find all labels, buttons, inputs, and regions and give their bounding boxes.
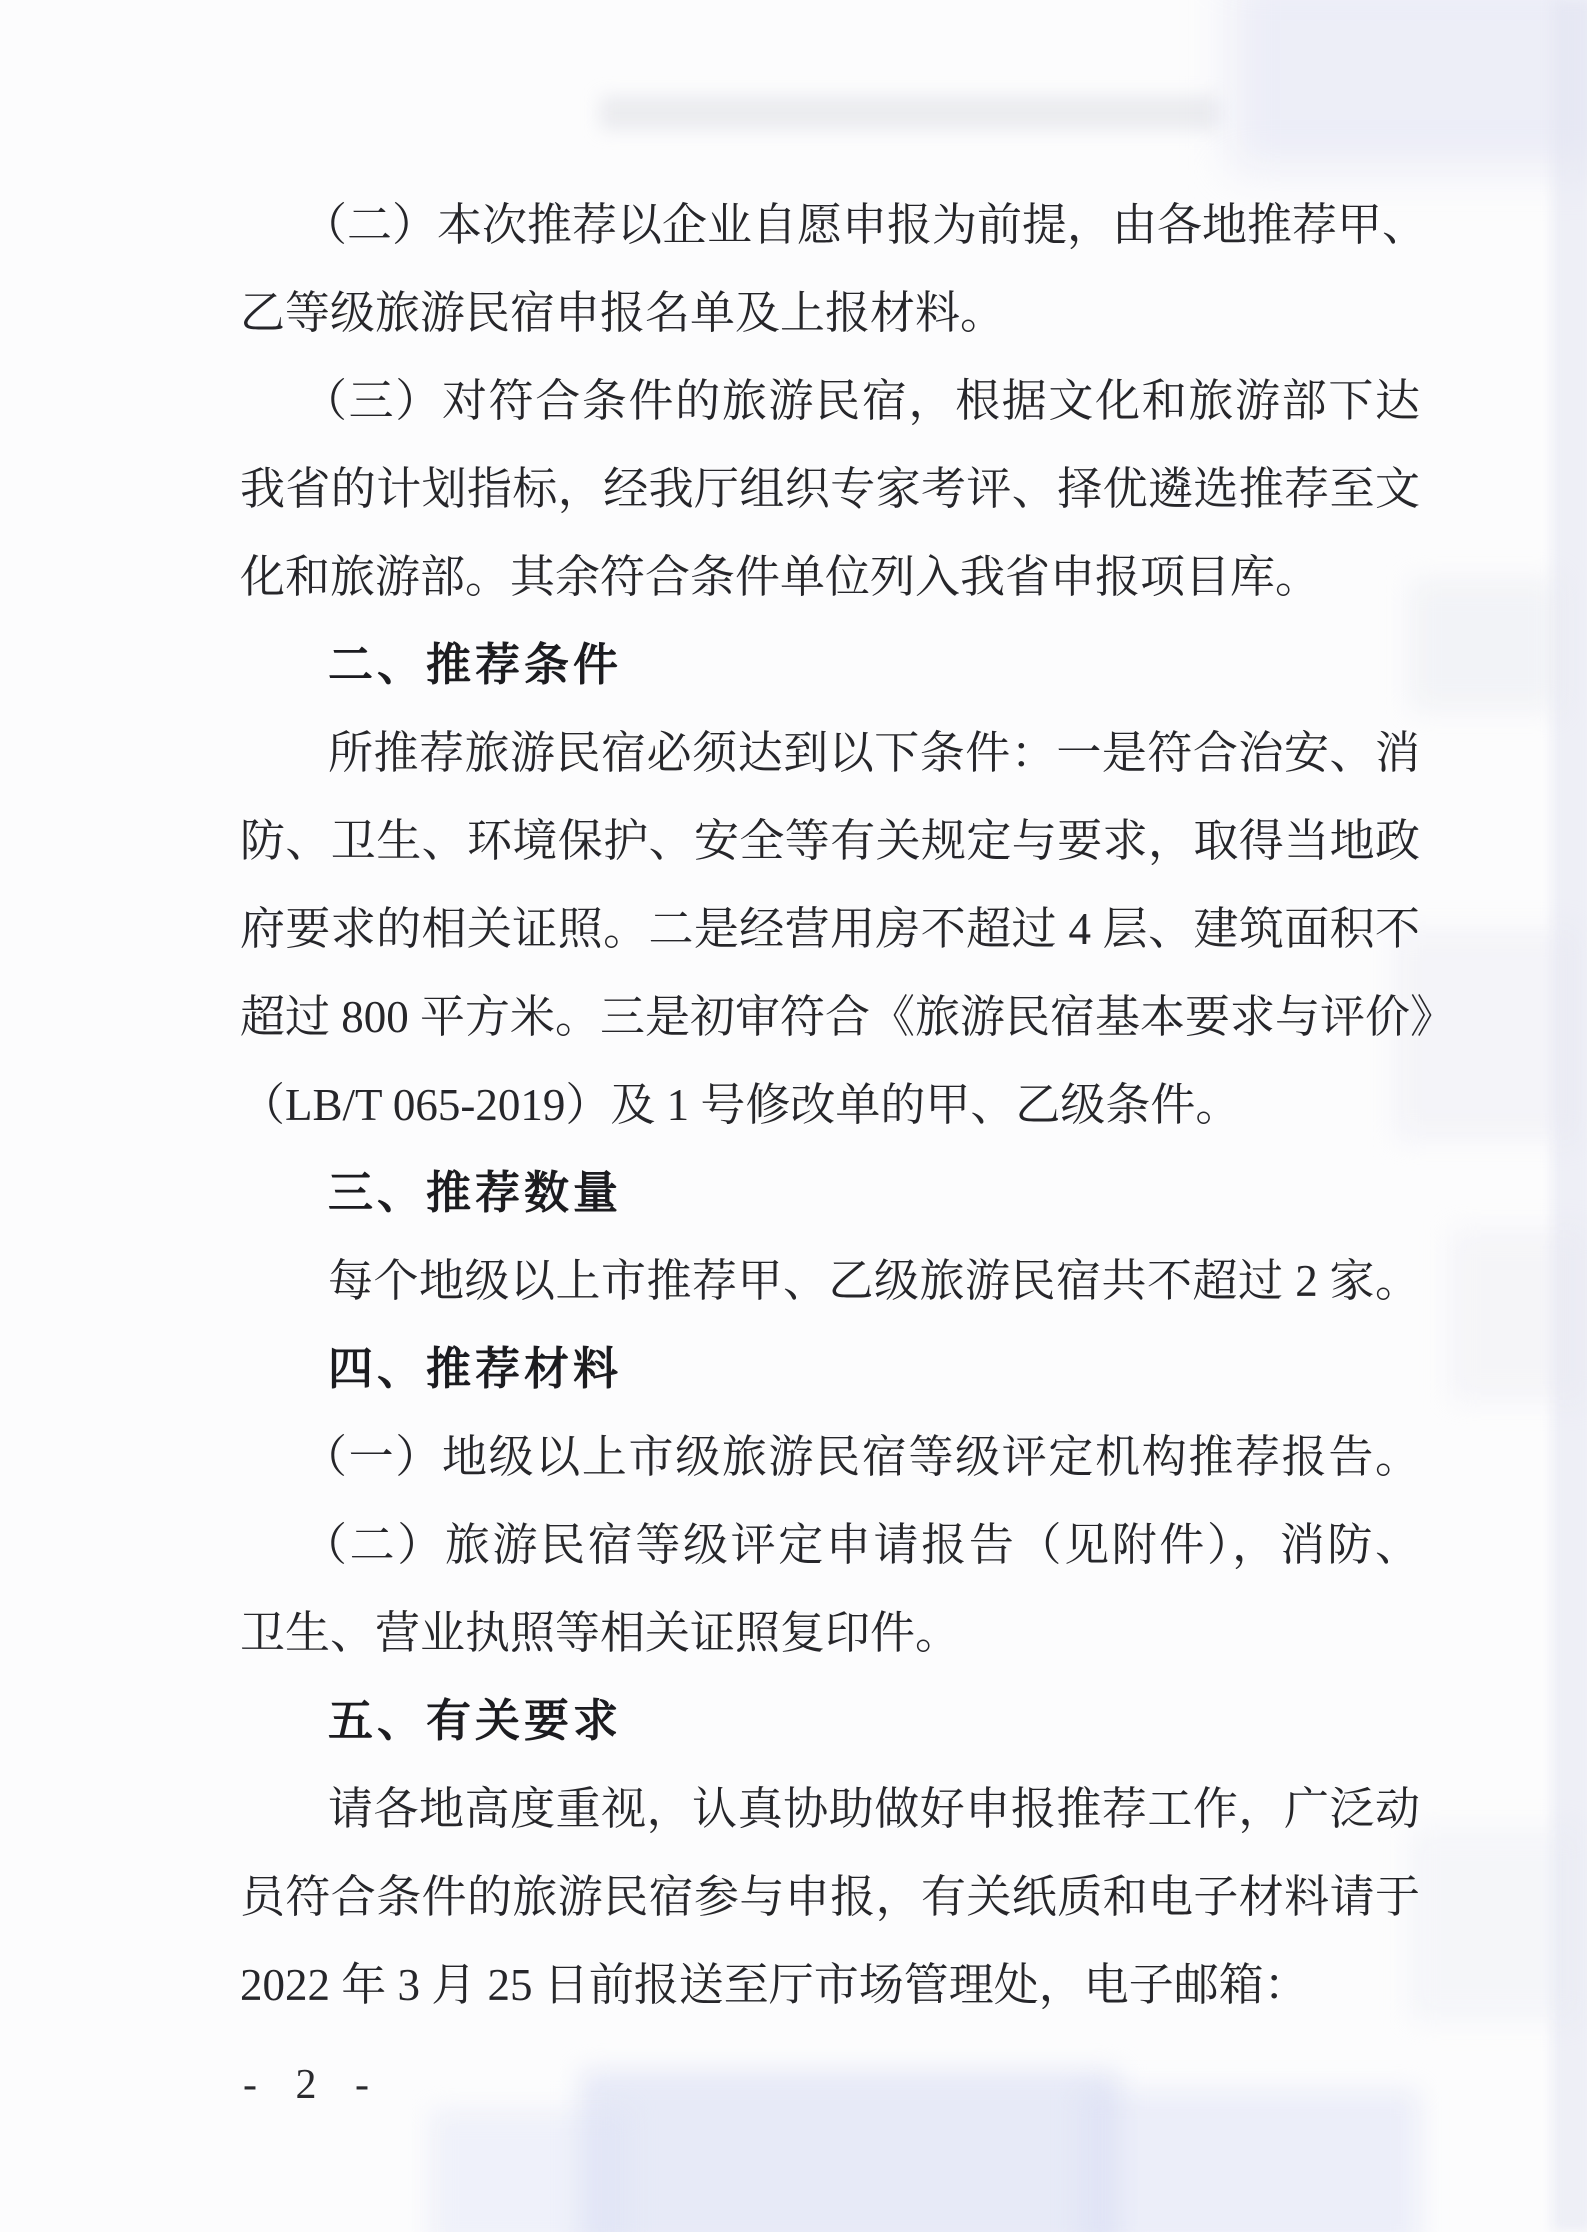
text-line: 府要求的相关证照。二是经营用房不超过 4 层、建筑面积不: [240, 904, 1420, 954]
section-heading-line: 五、有关要求: [328, 1695, 623, 1746]
scan-artifact: [1080, 2090, 1420, 2232]
scan-artifact: [600, 96, 1220, 130]
scan-artifact: [580, 2070, 1120, 2232]
text-line: （二）本次推荐以企业自愿申报为前提，由各地推荐甲、: [302, 200, 1428, 250]
text-line: （一）地级以上市级旅游民宿等级评定机构推荐报告。: [302, 1432, 1420, 1482]
scan-artifact: [1230, 0, 1587, 170]
section-heading-line: 四、推荐材料: [328, 1343, 623, 1394]
text-line: 请各地高度重视，认真协助做好申报推荐工作，广泛动: [328, 1784, 1420, 1834]
text-line: 所推荐旅游民宿必须达到以下条件：一是符合治安、消: [328, 728, 1420, 778]
text-line: 员符合条件的旅游民宿参与申报，有关纸质和电子材料请于: [240, 1872, 1420, 1922]
section-heading-line: 二、推荐条件: [328, 639, 623, 690]
text-line: 乙等级旅游民宿申报名单及上报材料。: [240, 288, 1006, 338]
text-line: （LB/T 065-2019）及 1 号修改单的甲、乙级条件。: [240, 1080, 1241, 1130]
scan-artifact: [1410, 580, 1560, 710]
text-line: 我省的计划指标，经我厅组织专家考评、择优遴选推荐至文: [240, 464, 1420, 514]
text-line: 卫生、营业执照等相关证照复印件。: [240, 1608, 961, 1658]
text-line: 2022 年 3 月 25 日前报送至厅市场管理处，电子邮箱：: [240, 1960, 1309, 2010]
scan-artifact: [1552, 0, 1587, 2232]
text-line: （二）旅游民宿等级评定申请报告（见附件），消防、: [302, 1520, 1420, 1570]
text-line: 化和旅游部。其余符合条件单位列入我省申报项目库。: [240, 552, 1321, 602]
scan-artifact: [430, 2110, 630, 2232]
scan-artifact: [1450, 1230, 1587, 1400]
text-line: 超过 800 平方米。三是初审符合《旅游民宿基本要求与评价》: [240, 992, 1456, 1042]
text-line: 每个地级以上市推荐甲、乙级旅游民宿共不超过 2 家。: [328, 1256, 1420, 1306]
page-number: - 2 -: [243, 2062, 383, 2108]
document-body: [240, 181, 1456, 2029]
scan-artifact: [1410, 1830, 1580, 2020]
section-heading-line: 三、推荐数量: [328, 1167, 623, 1218]
text-line: （三）对符合条件的旅游民宿，根据文化和旅游部下达: [302, 376, 1420, 426]
text-line: 防、卫生、环境保护、安全等有关规定与要求，取得当地政: [240, 816, 1420, 866]
